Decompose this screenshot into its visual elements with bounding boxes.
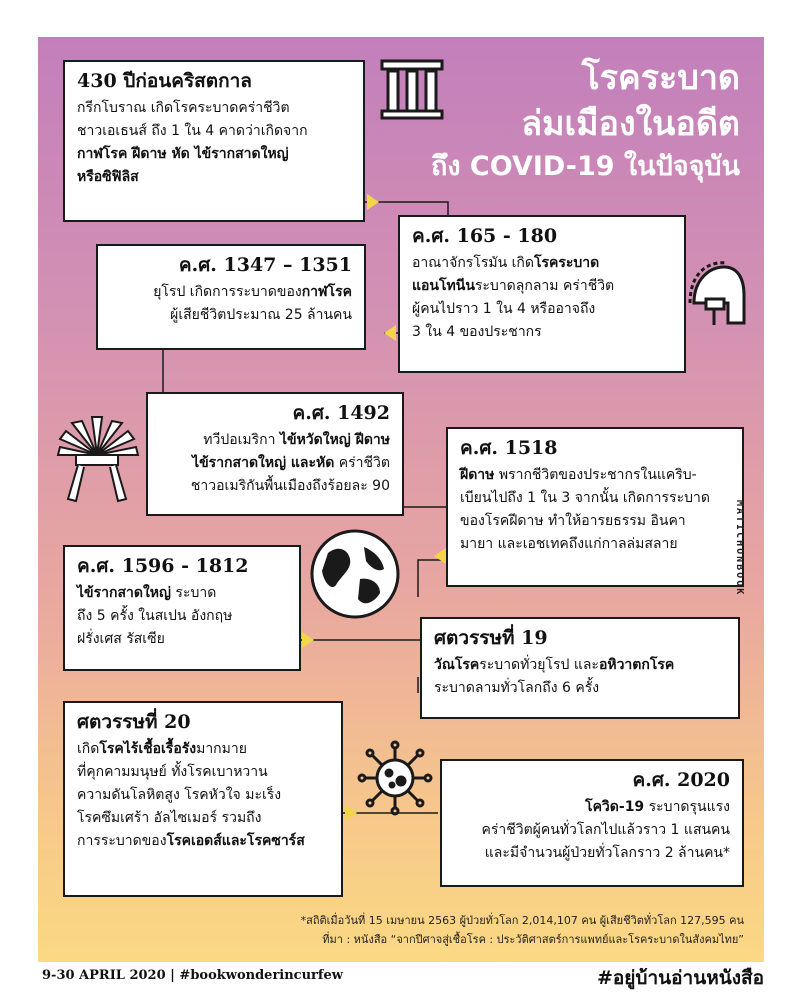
event-line xyxy=(160,475,390,498)
event-line xyxy=(77,628,287,651)
event-line xyxy=(434,654,726,677)
event-line xyxy=(460,510,730,533)
event-line xyxy=(454,842,730,865)
event-text: มากมาย xyxy=(196,741,247,757)
event-text: พรากชีวิตของประชากรในแคริบ- xyxy=(494,467,697,483)
event-line xyxy=(77,97,351,120)
event-text-bold: โรคระบาด xyxy=(533,255,600,271)
event-text: เบียนไปถึง 1 ใน 3 จากนั้น เกิดการระบาด xyxy=(460,490,710,506)
event-line xyxy=(434,677,726,700)
bottom-campaign-text: 9-30 APRIL 2020 | #bookwonderincurfew xyxy=(42,968,343,983)
event-line xyxy=(110,281,352,304)
event-text-bold: หรือซิฟิลิส xyxy=(77,169,139,185)
event-text: ผู้คนไปราว 1 ใน 4 หรืออาจถึง xyxy=(412,301,596,317)
event-text-bold: อหิวาตกโรค xyxy=(598,657,675,673)
event-text: ระบาดรุนแรง xyxy=(644,799,730,815)
event-line xyxy=(77,830,329,853)
event-text-bold: โรคเอดส์และโรคซาร์ส xyxy=(166,833,305,849)
event-text: เกิด xyxy=(77,741,100,757)
event-body xyxy=(77,738,329,853)
event-box-1347-1351 xyxy=(96,244,366,350)
event-text-bold: กาฬโรค xyxy=(301,284,352,300)
event-text: โรคซึมเศร้า อัลไซเมอร์ รวมถึง xyxy=(77,810,262,826)
event-text: ระบาด xyxy=(170,585,217,601)
virus-icon xyxy=(356,739,434,817)
event-box-19th-century xyxy=(420,617,740,719)
event-line xyxy=(454,796,730,819)
title-line-2: ล่มเมืองในอดีต xyxy=(521,104,740,144)
event-body xyxy=(110,281,352,327)
event-text-bold: โควิด-19 xyxy=(585,799,645,815)
event-text: ระบาดลามทั่วโลกถึง 6 ครั้ง xyxy=(434,680,600,696)
event-year: ค.ศ. 1492 xyxy=(292,402,390,424)
event-box-430bc xyxy=(63,60,365,222)
event-line xyxy=(77,143,351,166)
event-line xyxy=(77,605,287,628)
connector-arrow xyxy=(434,548,446,564)
native-headdress-icon xyxy=(54,415,140,505)
event-line xyxy=(160,429,390,452)
globe-icon xyxy=(308,527,402,621)
event-body xyxy=(77,582,287,651)
title-line-1: โรคระบาด xyxy=(581,58,740,98)
event-line xyxy=(454,819,730,842)
greek-columns-icon xyxy=(378,57,446,121)
event-line xyxy=(412,298,672,321)
event-box-1518 xyxy=(446,427,744,587)
event-year: ค.ศ. 1518 xyxy=(460,437,558,459)
event-line xyxy=(412,321,672,344)
event-text: ของโรคฝีดาษ ทำให้อารยธรรม อินคา xyxy=(460,513,686,529)
event-text: ที่คุกคามมนุษย์ ทั้งโรคเบาหวาน xyxy=(77,764,268,780)
event-line xyxy=(77,582,287,605)
event-year: ศตวรรษที่ 20 xyxy=(77,711,191,733)
footnote-statistics: *สถิติเมื่อวันที่ 15 เมษายน 2563 ผู้ป่วยทั่วโลก 2,014,107 คน ผู้เสียชีวิตทั่วโลก 127,595 คน xyxy=(300,914,744,927)
event-line xyxy=(412,252,672,275)
event-text: ยุโรป เกิดการระบาดของ xyxy=(153,284,302,300)
event-body xyxy=(412,252,672,344)
event-text: กรีกโบราณ เกิดโรคระบาดคร่าชีวิต xyxy=(77,100,290,116)
event-line xyxy=(77,784,329,807)
connector-1518-1596 xyxy=(418,560,448,597)
event-year: ค.ศ. 2020 xyxy=(632,769,730,791)
event-text-bold: ไข้รากสาดใหญ่ xyxy=(77,585,171,601)
event-text-bold: โรคไร้เชื้อเรื้อรัง xyxy=(99,741,197,757)
event-text: มายา และเอชเทคถึงแก่กาลล่มสลาย xyxy=(460,536,678,552)
event-box-165-180 xyxy=(398,215,686,373)
title-line-3: ถึง COVID-19 ในปัจจุบัน xyxy=(430,151,740,182)
event-line xyxy=(460,533,730,556)
event-year: ศตวรรษที่ 19 xyxy=(434,627,548,649)
event-body xyxy=(460,464,730,556)
event-box-20th-century xyxy=(63,701,343,897)
event-line xyxy=(160,452,390,475)
event-text: การระบาดของ xyxy=(77,833,167,849)
event-text-bold: ไข้รากสาดใหญ่ และหัด xyxy=(192,455,335,471)
event-box-2020 xyxy=(440,759,744,887)
side-brand-label: MATICHONBOOK xyxy=(734,500,745,597)
poster-title xyxy=(431,55,740,187)
event-box-1596-1812 xyxy=(63,545,301,671)
event-text: ระบาดทั่วยุโรป และ xyxy=(479,657,599,673)
event-line xyxy=(460,464,730,487)
event-text-bold: แอนโทนีน xyxy=(412,278,475,294)
event-line xyxy=(77,761,329,784)
connector-arrow xyxy=(302,632,314,648)
event-text: ระบาดลุกลาม คร่าชีวิต xyxy=(474,278,615,294)
event-body xyxy=(454,796,730,865)
poster-background xyxy=(38,37,764,962)
footnote-source: ที่มา : หนังสือ “จากปีศาจสู่เชื้อโรค : ประวัติศาสตร์การแพทย์และโรคระบาดในสังคมไทย” xyxy=(322,933,744,946)
event-text: 3 ใน 4 ของประชากร xyxy=(412,324,542,340)
connector-arrow xyxy=(367,194,379,210)
event-text: คร่าชีวิตผู้คนทั่วโลกไปแล้วราว 1 แสนคน xyxy=(481,822,730,838)
event-line xyxy=(460,487,730,510)
footnote xyxy=(301,911,744,949)
event-text-bold: วัณโรค xyxy=(434,657,480,673)
event-year: 430 ปีก่อนคริสตกาล xyxy=(77,70,252,92)
event-text: ฝรั่งเศส รัสเซีย xyxy=(77,631,165,647)
event-line xyxy=(77,166,351,189)
event-body xyxy=(77,97,351,189)
event-text: ผู้เสียชีวิตประมาณ 25 ล้านคน xyxy=(170,307,352,323)
event-line xyxy=(110,304,352,327)
event-text: คร่าชีวิต xyxy=(334,455,390,471)
event-text: ถึง 5 ครั้ง ในสเปน อังกฤษ xyxy=(77,608,233,624)
event-body xyxy=(434,654,726,700)
event-line xyxy=(412,275,672,298)
event-box-1492 xyxy=(146,392,404,516)
connector-arrow xyxy=(384,325,396,341)
event-text: ชาวเอเธนส์ ถึง 1 ใน 4 คาดว่าเกิดจาก xyxy=(77,123,308,139)
event-text: และมีจำนวนผู้ป่วยทั่วโลกราว 2 ล้านคน* xyxy=(484,845,730,861)
event-text-bold: ไข้หวัดใหญ่ ฝีดาษ xyxy=(279,432,390,448)
roman-helmet-icon xyxy=(684,259,748,331)
event-line xyxy=(77,807,329,830)
event-year: ค.ศ. 1596 - 1812 xyxy=(77,555,249,577)
bottom-hashtag: #อยู่บ้านอ่านหนังสือ xyxy=(596,967,764,989)
event-line xyxy=(77,738,329,761)
event-text-bold: กาฬโรค ฝีดาษ หัด ไข้รากสาดใหญ่ xyxy=(77,146,289,162)
event-text-bold: ฝีดาษ xyxy=(460,467,495,483)
event-text: ความดันโลหิตสูง โรคหัวใจ มะเร็ง xyxy=(77,787,282,803)
event-text: ทวีปอเมริกา xyxy=(203,432,280,448)
event-year: ค.ศ. 1347 – 1351 xyxy=(178,254,352,276)
event-text: ชาวอเมริกันพื้นเมืองถึงร้อยละ 90 xyxy=(190,478,390,494)
event-text: อาณาจักรโรมัน เกิด xyxy=(412,255,534,271)
event-body xyxy=(160,429,390,498)
event-year: ค.ศ. 165 - 180 xyxy=(412,225,558,247)
event-line xyxy=(77,120,351,143)
